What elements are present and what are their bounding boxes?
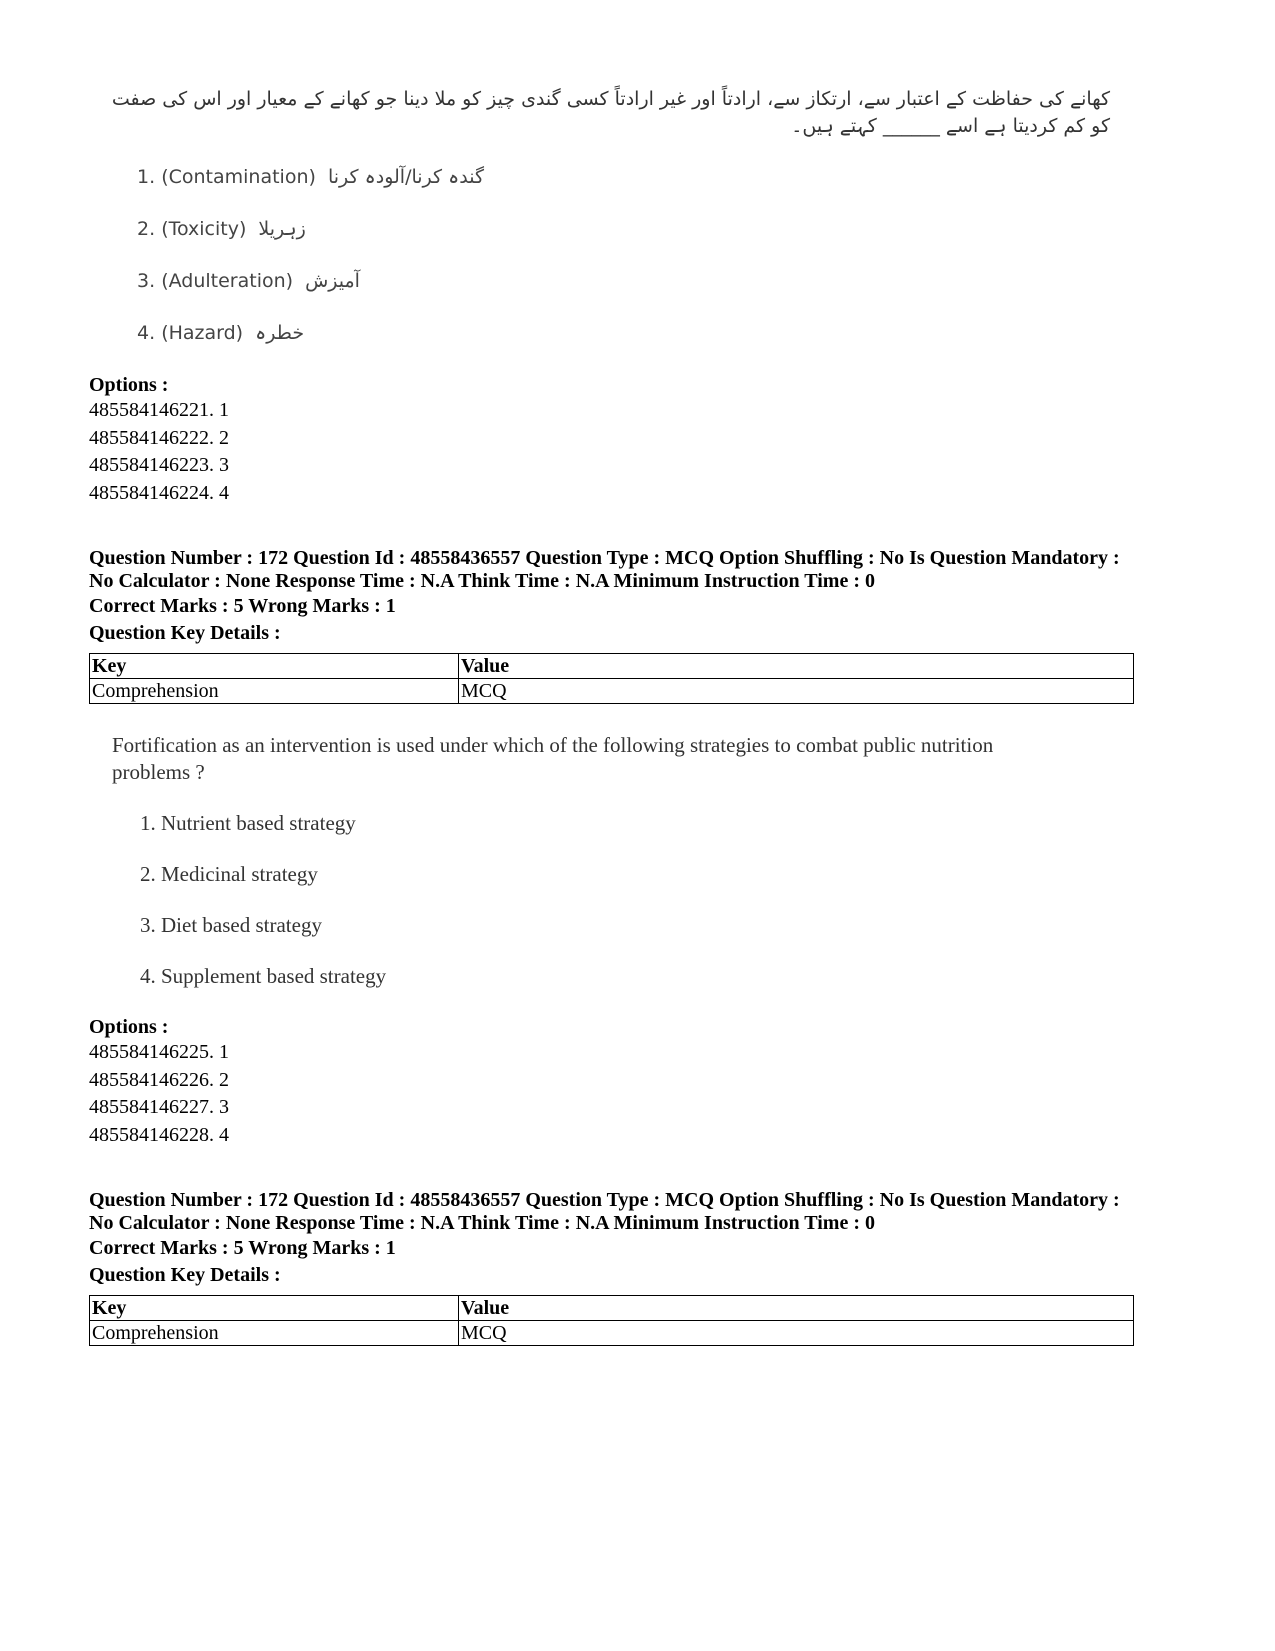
english-choice-3: 3. Diet based strategy — [140, 913, 322, 937]
question-meta-line-1: Question Number : 172 Question Id : 48558436557 Question Type : MCQ Option Shuffling : No Is Question Mandatory : — [89, 1189, 1120, 1211]
urdu-choice-4 — [137, 316, 484, 368]
table-cell-value: MCQ — [459, 1321, 1134, 1346]
choice-number: 2. — [137, 218, 156, 240]
table-header-key: Key — [90, 654, 459, 679]
english-question-text — [112, 732, 1072, 786]
question-meta-line-1: Question Number : 172 Question Id : 48558436557 Question Type : MCQ Option Shuffling : No Is Question Mandatory : — [89, 547, 1120, 569]
options-label: Options : — [89, 1016, 169, 1038]
choice-urdu: آمیزش — [305, 270, 360, 292]
question-line-1: Fortification as an intervention is used under which of the following strategies to combat public nutrition — [112, 733, 994, 757]
options-label: Options : — [89, 374, 169, 396]
choice-urdu: گندہ کرنا/آلودہ کرنا — [327, 166, 485, 188]
option-id-line: 485584146222. 2 — [89, 426, 229, 449]
option-id-line: 485584146225. 1 — [89, 1041, 229, 1063]
option-id-line: 485584146227. 3 — [89, 1096, 229, 1118]
choice-number: 1. — [137, 166, 156, 188]
urdu-choice-list — [137, 160, 484, 368]
question-meta-line-2: No Calculator : None Response Time : N.A Think Time : N.A Minimum Instruction Time : 0 — [89, 570, 875, 592]
option-id-line: 485584146226. 2 — [89, 1068, 229, 1091]
urdu-choice-1 — [137, 160, 484, 212]
table-row — [90, 679, 1134, 704]
choice-urdu: زہریلا — [258, 218, 306, 240]
choice-english: (Hazard) — [161, 322, 244, 344]
urdu-choice-2 — [137, 212, 484, 264]
table-header-key: Key — [90, 1296, 459, 1321]
key-details-table — [89, 653, 1134, 704]
table-row — [90, 1321, 1134, 1346]
marks-line: Correct Marks : 5 Wrong Marks : 1 — [89, 1237, 396, 1259]
choice-english: (Adulteration) — [161, 270, 294, 292]
key-details-label: Question Key Details : — [89, 1264, 281, 1286]
options-section-1 — [89, 374, 229, 507]
choice-number: 3. — [137, 270, 156, 292]
urdu-choice-3 — [137, 264, 484, 316]
urdu-question-text: کھانے کی حفاظت کے اعتبار سے، ارتکاز سے، ارادتاً اور غیر ارادتاً کسی گندی چیز کو ملا دینا جو کھانے کے معیار اور اس کی صفت کو کم کردیتا ہے اسے ______ کہتے ہیں۔ — [111, 88, 1110, 137]
english-choice-list — [140, 808, 386, 1012]
marks-line: Correct Marks : 5 Wrong Marks : 1 — [89, 595, 396, 617]
key-details-table — [89, 1295, 1134, 1346]
option-id-line: 485584146224. 4 — [89, 481, 229, 504]
options-section-2 — [89, 1016, 229, 1149]
key-details-label: Question Key Details : — [89, 622, 281, 644]
choice-number: 4. — [137, 322, 156, 344]
choice-english: (Contamination) — [161, 166, 316, 188]
question-meta-3 — [89, 1189, 1139, 1289]
option-id-line: 485584146223. 3 — [89, 454, 229, 476]
choice-urdu: خطرہ — [255, 322, 305, 344]
table-header-row — [90, 1296, 1134, 1321]
table-header-value: Value — [459, 1296, 1134, 1321]
table-header-value: Value — [459, 654, 1134, 679]
table-cell-key: Comprehension — [90, 679, 459, 704]
table-cell-key: Comprehension — [90, 1321, 459, 1346]
question-line-2: problems ? — [112, 760, 205, 784]
english-choice-4: 4. Supplement based strategy — [140, 964, 387, 988]
english-choice-1: 1. Nutrient based strategy — [140, 811, 356, 835]
option-id-line: 485584146221. 1 — [89, 399, 229, 421]
option-id-line: 485584146228. 4 — [89, 1123, 229, 1146]
table-header-row — [90, 654, 1134, 679]
table-cell-value: MCQ — [459, 679, 1134, 704]
question-meta-2 — [89, 547, 1139, 647]
question-meta-line-2: No Calculator : None Response Time : N.A Think Time : N.A Minimum Instruction Time : 0 — [89, 1212, 875, 1234]
english-choice-2: 2. Medicinal strategy — [140, 862, 318, 886]
choice-english: (Toxicity) — [161, 218, 247, 240]
